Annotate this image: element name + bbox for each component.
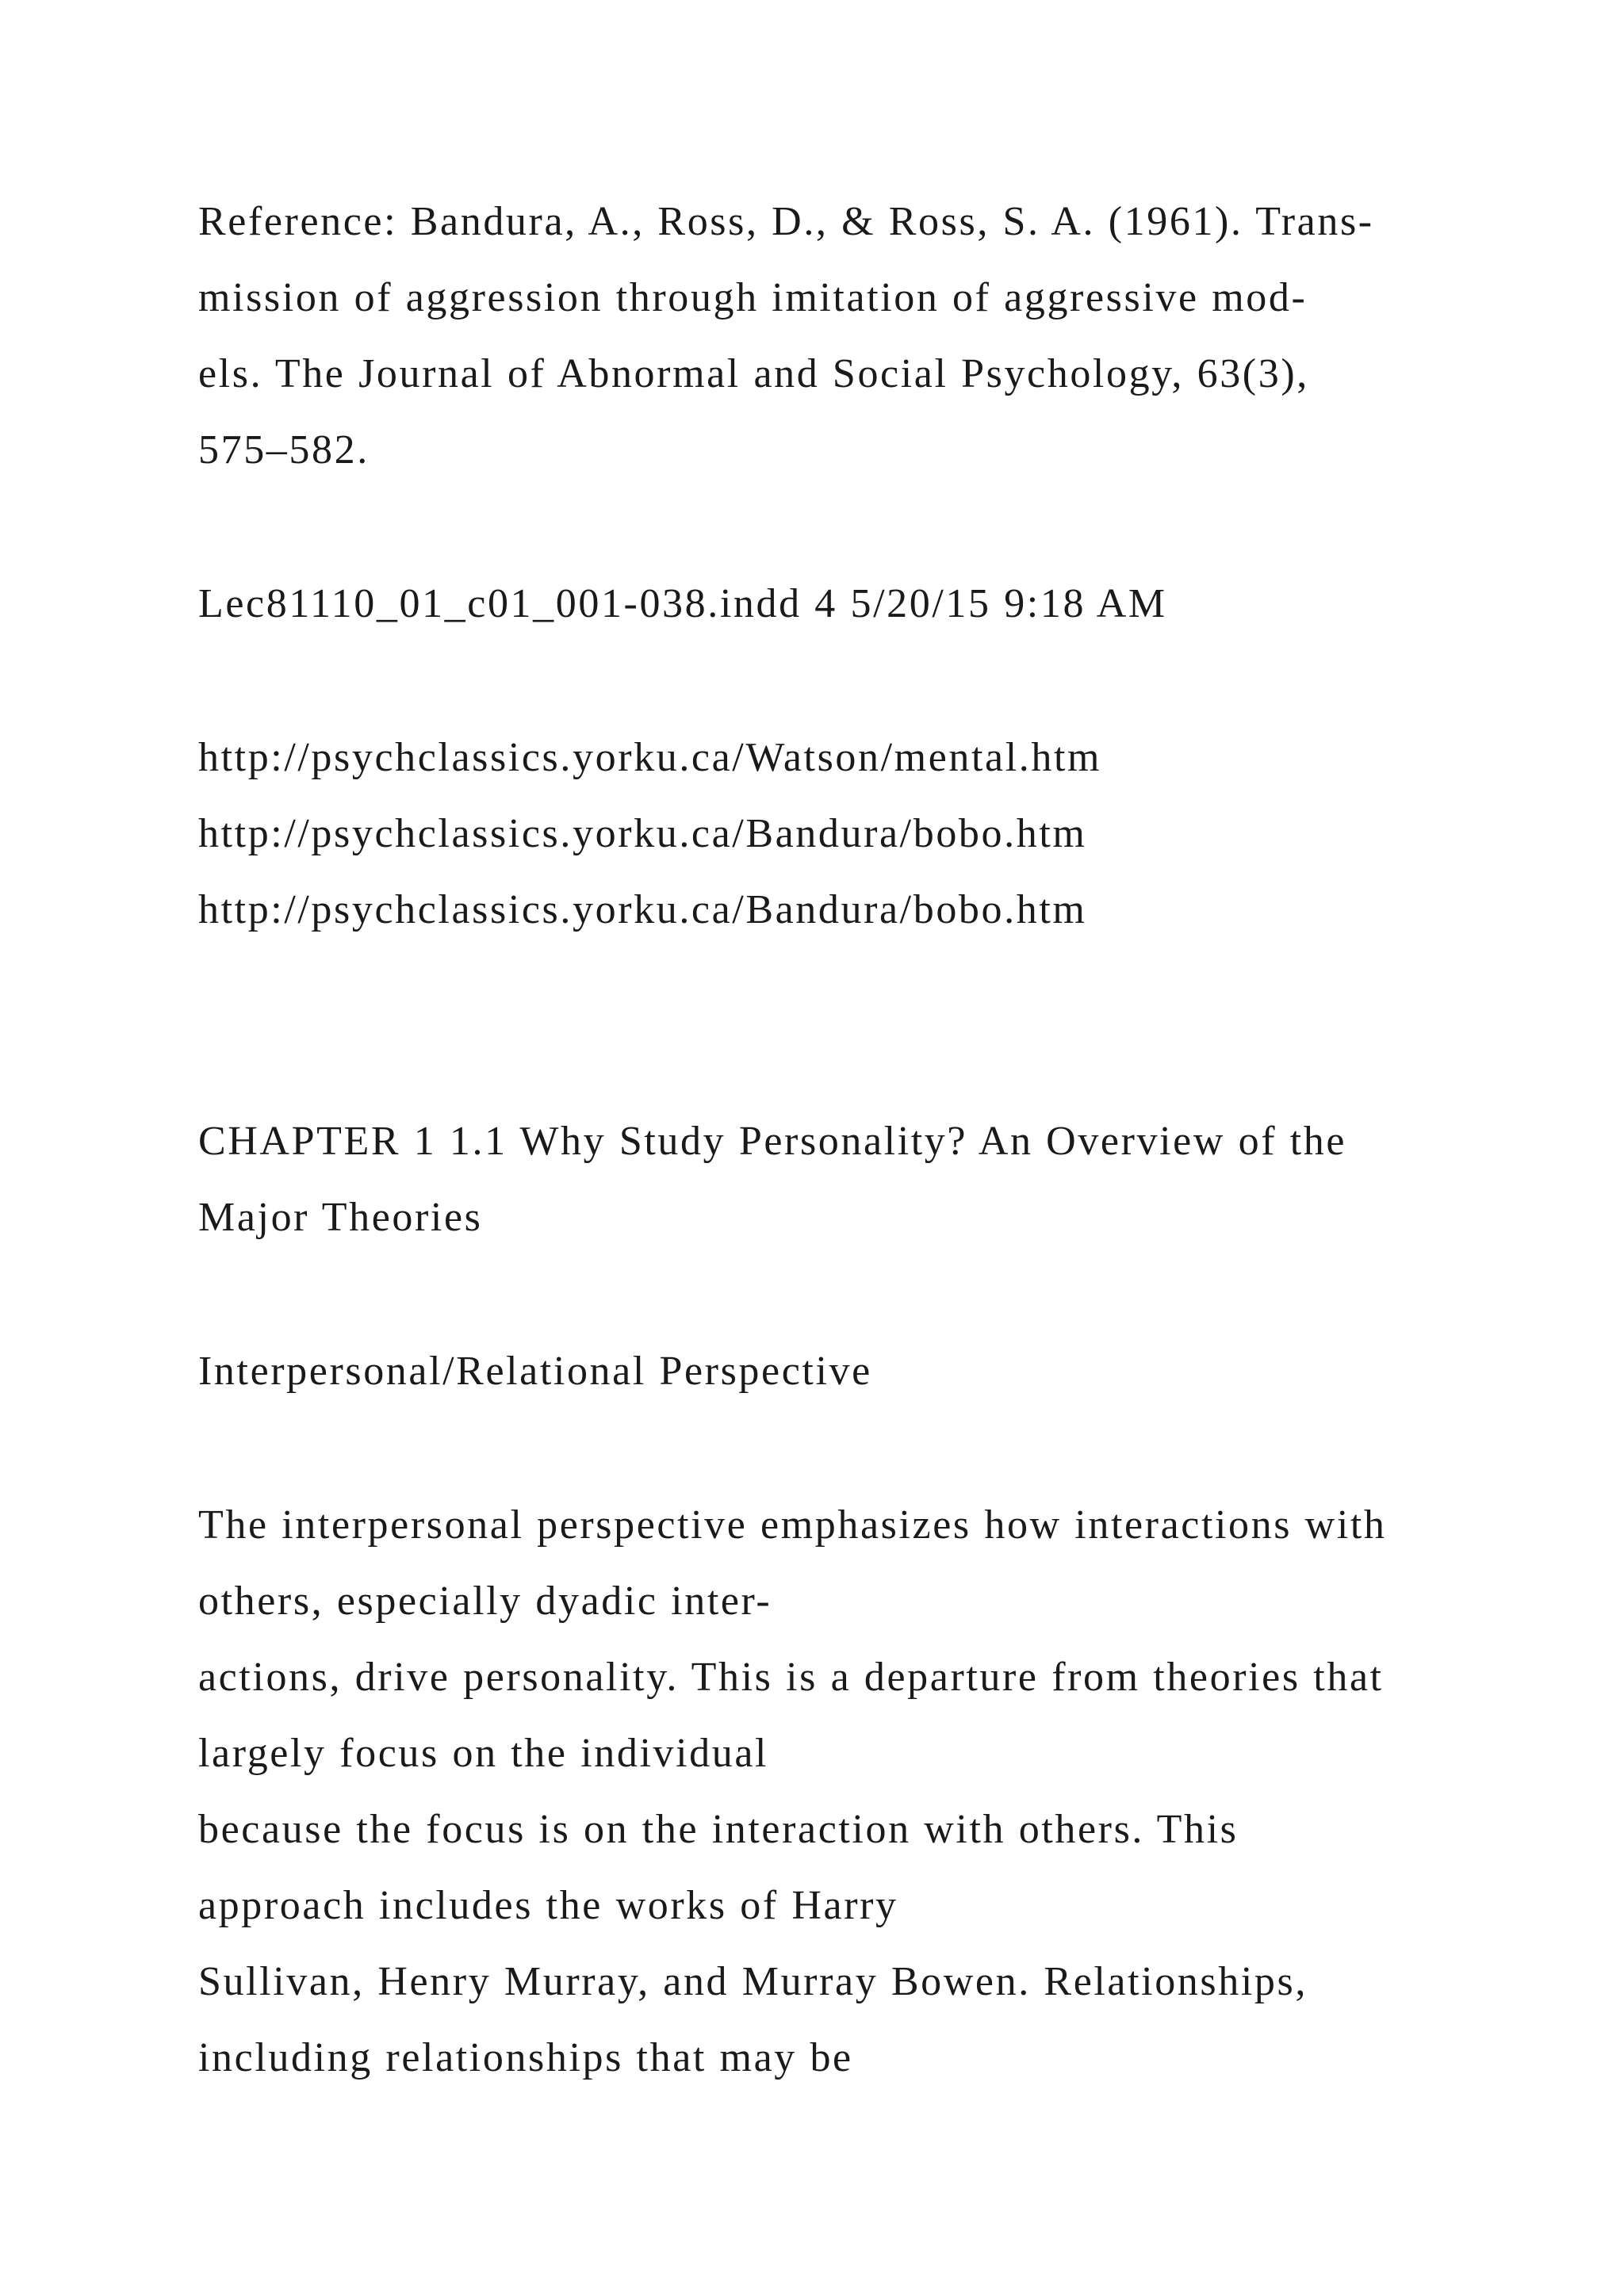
file-info: Lec81110_01_c01_001-038.indd 4 5/20/15 9:18 AM [198, 581, 1167, 626]
reference-line: Reference: Bandura, A., Ross, D., & Ross, S. A. (1961). Trans- [198, 199, 1374, 244]
reference-line: mission of aggression through imitation of aggressive mod- [198, 275, 1308, 320]
url-link[interactable]: http://psychclassics.yorku.ca/Bandura/bobo.htm [198, 887, 1087, 932]
reference-line: 575–582. [198, 427, 370, 473]
body-line: including relationships that may be [198, 2035, 853, 2080]
body-line: actions, drive personality. This is a departure from theories that [198, 1655, 1384, 1700]
url-link[interactable]: http://psychclassics.yorku.ca/Bandura/bobo.htm [198, 811, 1087, 856]
body-line: The interpersonal perspective emphasizes how interactions with [198, 1502, 1387, 1548]
body-line: Sullivan, Henry Murray, and Murray Bowen. Relationships, [198, 1959, 1308, 2004]
section-heading: Interpersonal/Relational Perspective [198, 1349, 872, 1394]
url-link[interactable]: http://psychclassics.yorku.ca/Watson/mental.htm [198, 735, 1102, 780]
body-line: because the focus is on the interaction with others. This [198, 1807, 1239, 1852]
reference-line: els. The Journal of Abnormal and Social Psychology, 63(3), [198, 351, 1309, 396]
chapter-heading-line: CHAPTER 1 1.1 Why Study Personality? An Overview of the [198, 1119, 1347, 1164]
chapter-heading-line: Major Theories [198, 1195, 483, 1240]
body-line: largely focus on the individual [198, 1731, 769, 1776]
body-line: others, especially dyadic inter- [198, 1578, 772, 1624]
body-line: approach includes the works of Harry [198, 1883, 898, 1928]
